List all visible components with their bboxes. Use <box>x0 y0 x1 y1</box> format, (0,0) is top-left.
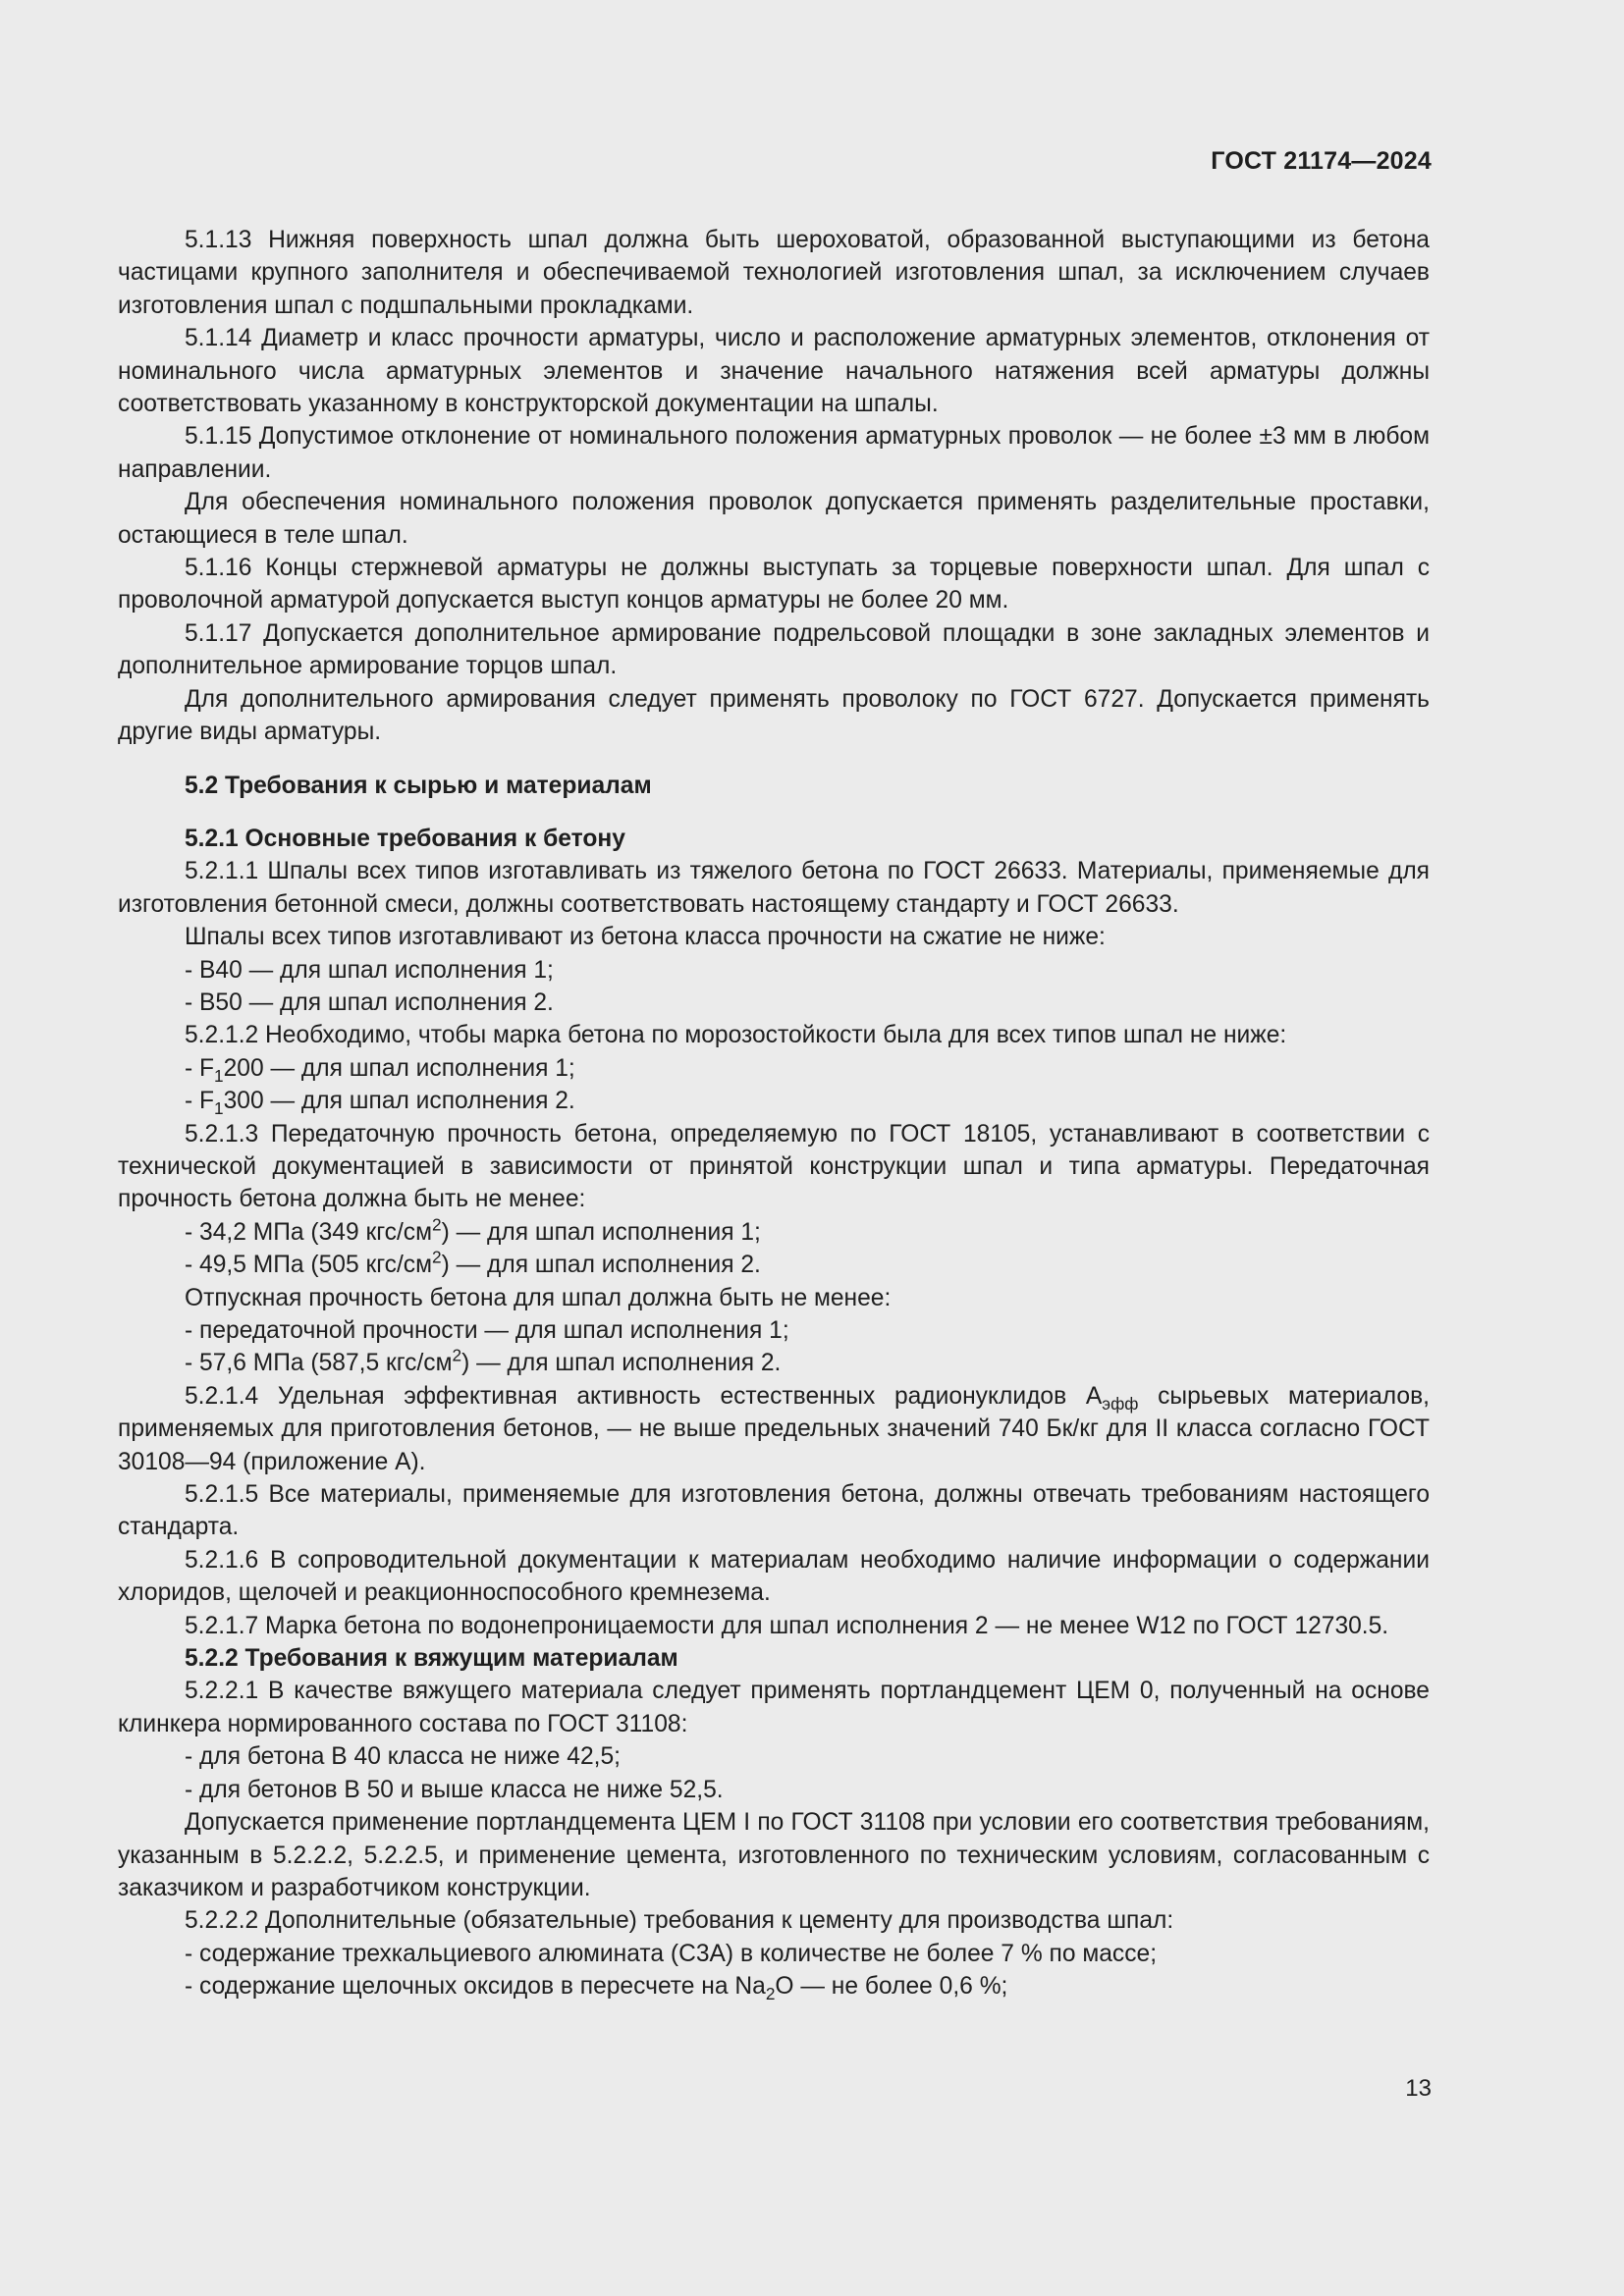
paragraph-5-2-1-4: 5.2.1.4 Удельная эффективная активность естественных радионуклидов $А_{эфф}$ сырьевых материалов, применяемых для приготовления бетонов, — не выше предельных значений 740 Бк/кг для II класса согласно ГОСТ 30108—94 (приложение А). <box>118 1382 1430 1475</box>
paragraph-5-1-15-note: Для обеспечения номинального положения проволок допускается применять разделительные проставки, остающиеся в теле шпал. <box>118 489 1430 549</box>
paragraph-cem-i-allowed: Допускается применение портландцемента ЦЕМ I по ГОСТ 31108 при условии его соответствия требованиям, указанным в 5.2.2.2, 5.2.2.5, и применение цемента, изготовленного по техническим условиям, согласованным с заказчиком и разработчиком конструкции. <box>118 1809 1430 1901</box>
paragraph-5-1-15: 5.1.15 Допустимое отклонение от номинального положения арматурных проволок — не более ±3 мм в любом направлении. <box>118 423 1430 483</box>
paragraph-5-1-14: 5.1.14 Диаметр и класс прочности арматуры, число и расположение арматурных элементов, отклонения от номинального числа арматурных элементов и значение начального натяжения всей арматуры должны соответствовать указанному в конструкторской документации на шпалы. <box>118 325 1430 418</box>
list-item-alkali-oxides: - содержание щелочных оксидов в пересчете на $Na_2О$ — не более 0,6 %; <box>185 1973 1008 2004</box>
list-item-c3a: - содержание трехкальциевого алюмината (С3А) в количестве не более 7 % по массе; <box>185 1940 1158 1967</box>
paragraph-5-2-1-1-note: Шпалы всех типов изготавливают из бетона класса прочности на сжатие не ниже: <box>185 924 1106 951</box>
page-number: 13 <box>1405 2075 1432 2102</box>
paragraph-5-1-13: 5.1.13 Нижняя поверхность шпал должна быть шероховатой, образованной выступающими из бетона частицами крупного заполнителя и обеспечиваемой технологией изготовления шпал, за исключением случаев изготовления шпал с подшпальными прокладками. <box>118 227 1430 319</box>
paragraph-5-2-2-1: 5.2.2.1 В качестве вяжущего материала следует применять портландцемент ЦЕМ 0, полученный на основе клинкера нормированного состава по ГОСТ 31108: <box>118 1678 1430 1737</box>
list-item-b40-cement: - для бетона В 40 класса не ниже 42,5; <box>185 1743 621 1771</box>
subsection-heading-5-2-1: 5.2.1 Основные требования к бетону <box>185 825 625 852</box>
paragraph-5-1-17-note: Для дополнительного армирования следует применять проволоку по ГОСТ 6727. Допускается применять другие виды арматуры. <box>118 685 1430 746</box>
list-item-49-5-mpa: - 49,5 МПа (505 кгс/$см^2$) — для шпал исполнения 2. <box>185 1247 761 1279</box>
list-item-b50-cement: - для бетонов В 50 и выше класса не ниже 52,5. <box>185 1776 724 1803</box>
paragraph-5-2-2-2: 5.2.2.2 Дополнительные (обязательные) требования к цементу для производства шпал: <box>185 1907 1174 1935</box>
list-item-f1-200: - $F_1200$ — для шпал исполнения 1; <box>185 1054 575 1086</box>
paragraph-5-1-16: 5.1.16 Концы стержневой арматуры не должны выступать за торцевые поверхности шпал. Для шпал с проволочной арматурой допускается выступ концов арматуры не более 20 мм. <box>118 555 1430 614</box>
subsection-heading-5-2-2: 5.2.2 Требования к вяжущим материалам <box>185 1645 678 1673</box>
list-item-b50: - В50 — для шпал исполнения 2. <box>185 988 554 1016</box>
paragraph-release-strength: Отпускная прочность бетона для шпал должна быть не менее: <box>185 1284 892 1311</box>
list-item-transfer-strength: - передаточной прочности — для шпал исполнения 1; <box>185 1317 789 1344</box>
document-body <box>118 224 1430 2003</box>
document-header: ГОСТ 21174—2024 <box>1211 147 1432 175</box>
list-item-57-6-mpa: - 57,6 МПа (587,5 кгс/$см^2$) — для шпал исполнения 2. <box>185 1345 782 1377</box>
section-heading-5-2: 5.2 Требования к сырью и материалам <box>185 772 652 799</box>
paragraph-5-2-1-3: 5.2.1.3 Передаточную прочность бетона, определяемую по ГОСТ 18105, устанавливают в соответствии с технической документацией в зависимости от принятой конструкции шпал и типа арматуры. Передаточная прочность бетона должна быть не менее: <box>118 1120 1430 1213</box>
paragraph-5-2-1-5: 5.2.1.5 Все материалы, применяемые для изготовления бетона, должны отвечать требованиям настоящего стандарта. <box>118 1481 1430 1541</box>
paragraph-5-1-17: 5.1.17 Допускается дополнительное армирование подрельсовой площадки в зоне закладных элементов и дополнительное армирование торцов шпал. <box>118 619 1430 680</box>
list-item-f1-300: - $F_1300$ — для шпал исполнения 2. <box>185 1088 575 1119</box>
list-item-b40: - В40 — для шпал исполнения 1; <box>185 956 554 984</box>
paragraph-5-2-1-6: 5.2.1.6 В сопроводительной документации к материалам необходимо наличие информации о содержании хлоридов, щелочей и реакционноспособного кремнезема. <box>118 1546 1430 1607</box>
paragraph-5-2-1-1: 5.2.1.1 Шпалы всех типов изготавливать из тяжелого бетона по ГОСТ 26633. Материалы, применяемые для изготовления бетонной смеси, должны соответствовать настоящему стандарту и ГОСТ 26633. <box>118 858 1430 918</box>
paragraph-5-2-1-2: 5.2.1.2 Необходимо, чтобы марка бетона по морозостойкости была для всех типов шпал не ниже: <box>185 1022 1287 1049</box>
list-item-34-2-mpa: - 34,2 МПа (349 кгс/$см^2$) — для шпал исполнения 1; <box>185 1214 761 1246</box>
paragraph-5-2-1-7: 5.2.1.7 Марка бетона по водонепроницаемости для шпал исполнения 2 — не менее W12 по ГОСТ 12730.5. <box>185 1612 1389 1639</box>
